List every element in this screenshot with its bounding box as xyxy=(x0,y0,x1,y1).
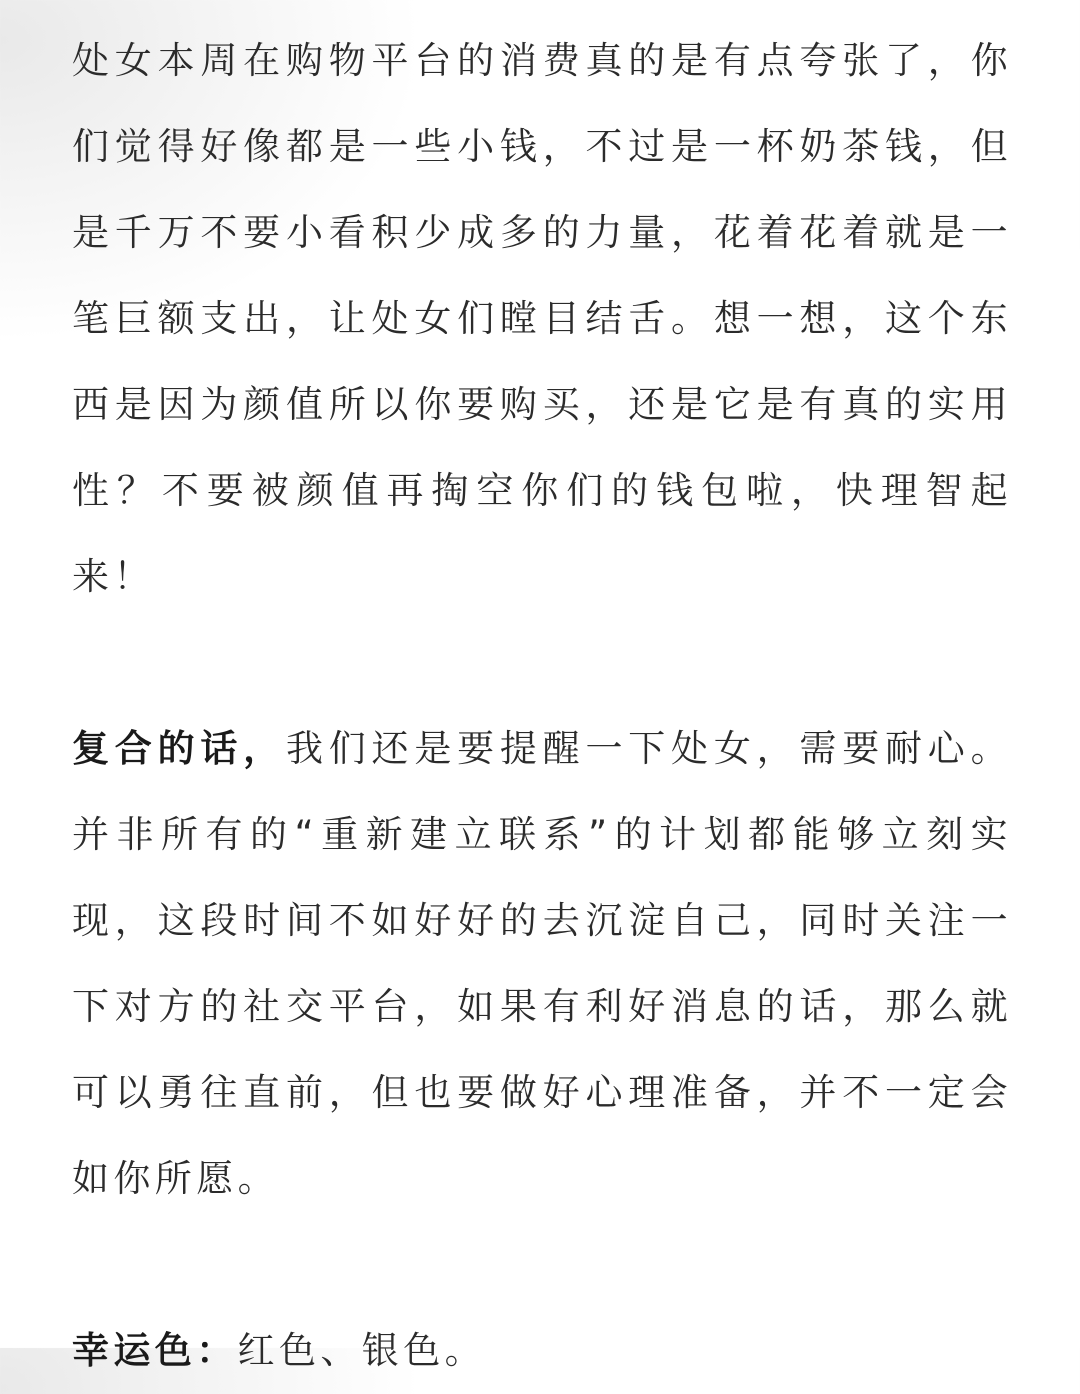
lucky-color-text: 红色、银色。 xyxy=(237,1329,487,1372)
shopping-paragraph xyxy=(72,18,1012,620)
horoscope-article xyxy=(72,18,1012,1394)
lucky-color-heading: 幸运色： xyxy=(72,1329,238,1372)
reunion-text: 我们还是要提醒一下处女，需要耐心。并非所有的“重新建立联系”的计划都能够立刻实现，这段时间不如好好的去沉淀自己，同时关注一下对方的社交平台，如果有利好消息的话，那么就可以勇往直前，但也要做好心理准备，并不一定会如你所愿。 xyxy=(72,727,1012,1200)
reunion-heading: 复合的话， xyxy=(72,727,286,770)
reunion-paragraph xyxy=(72,706,1012,1222)
shopping-text: 处女本周在购物平台的消费真的是有点夸张了，你们觉得好像都是一些小钱，不过是一杯奶茶钱，但是千万不要小看积少成多的力量，花着花着就是一笔巨额支出，让处女们瞠目结舌。想一想，这个东西是因为颜值所以你要购买，还是它是有真的实用性？不要被颜值再掏空你们的钱包啦，快理智起来！ xyxy=(72,39,1012,598)
lucky-color-paragraph xyxy=(72,1308,1012,1394)
